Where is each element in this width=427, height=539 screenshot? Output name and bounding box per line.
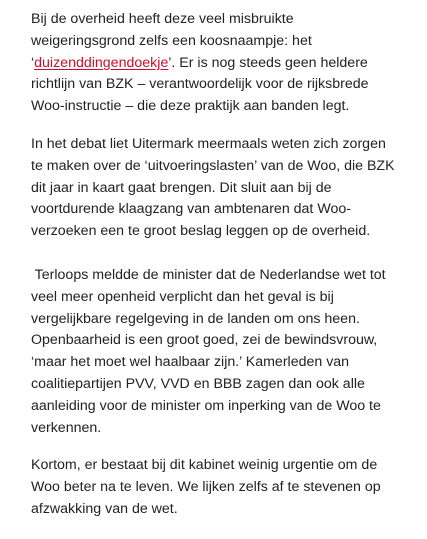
paragraph-3 (31, 265, 417, 439)
duizenddingendoekje-link[interactable]: duizenddingendoekje (34, 54, 169, 71)
text-line: vergelijkbare regelgeving in de landen om ons heen. (31, 310, 360, 327)
text-line: verzoeken een te groot beslag leggen op de overheid. (31, 223, 371, 240)
text-line-with-link (31, 53, 417, 75)
text-line: afzwakking van de wet. (31, 500, 178, 517)
text-line: In het debat liet Uitermark meermaals weten zich zorgen (31, 135, 386, 152)
text-line: coalitiepartijen PVV, VVD en BBB zagen dan ook alle (31, 375, 365, 392)
text-line: weigeringsgrond zelfs een koosnaampje: het (31, 32, 312, 49)
text-line: veel meer openheid verplicht dan het geval is bij (31, 288, 334, 305)
text-line: dit jaar in kaart gaat brengen. Dit sluit aan bij de (31, 179, 332, 196)
text-line: verkennen. (31, 419, 102, 436)
paragraph-1 (31, 9, 417, 118)
text-line: Kortom, er bestaat bij dit kabinet weinig urgentie om de (31, 457, 378, 474)
text-line: Terloops meldde de minister dat de Nederlandse wet tot (31, 266, 386, 283)
paragraph-4 (31, 455, 417, 520)
quote-open: ‘ (31, 54, 35, 71)
text-line: Openbaarheid is een groot goed, zei de bewindsvrouw, (31, 332, 378, 349)
text-line: te maken over de ‘uitvoeringslasten’ van de Woo, die BZK (31, 157, 395, 174)
text-line: aanleiding voor de minister om inperking van de Woo te (31, 397, 381, 414)
text-line: Bij de overheid heeft deze veel misbruikte (31, 11, 294, 27)
text-line: Woo-instructie – die deze praktijk aan banden legt. (31, 98, 350, 115)
text-line: ‘maar het moet wel haalbaar zijn.’ Kamerleden van (31, 354, 350, 371)
text-after-link: ’. Er is nog steeds geen heldere (168, 54, 368, 71)
paragraph-2 (31, 134, 417, 243)
text-line: Woo beter na te leven. We lijken zelfs af te stevenen op (31, 479, 381, 496)
text-line: voortdurende klaagzang van ambtenaren dat Woo- (31, 201, 351, 218)
text-line: richtlijn van BZK – verantwoordelijk voor de rijksbrede (31, 76, 369, 93)
